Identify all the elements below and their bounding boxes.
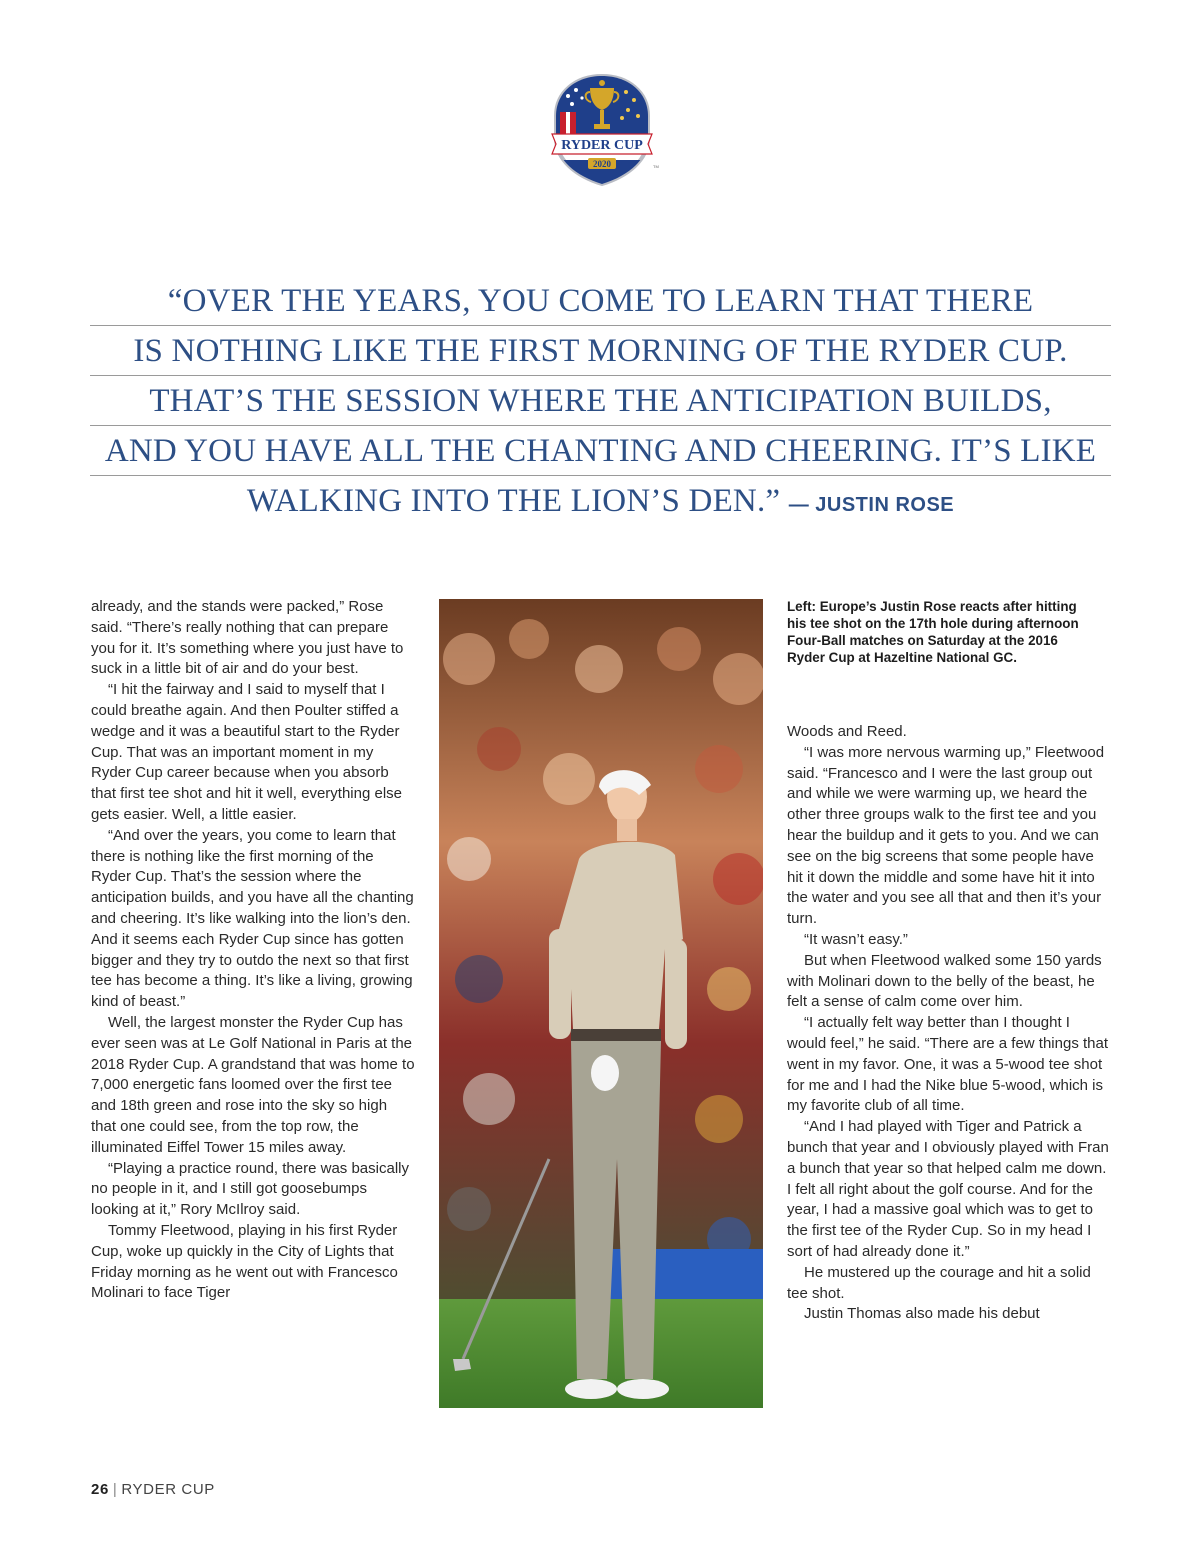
- page-number: 26: [91, 1481, 109, 1498]
- paragraph: He mustered up the courage and hit a solid tee shot.: [787, 1263, 1091, 1302]
- pull-quote-line: “OVER THE YEARS, YOU COME TO LEARN THAT THERE: [90, 276, 1111, 326]
- footer-separator: |: [112, 1481, 118, 1498]
- pull-quote: [90, 276, 1111, 525]
- pull-quote-line: AND YOU HAVE ALL THE CHANTING AND CHEERING. IT’S LIKE: [90, 426, 1111, 476]
- pull-quote-line: THAT’S THE SESSION WHERE THE ANTICIPATION BUILDS,: [90, 376, 1111, 426]
- article-column-right: [787, 722, 1111, 1325]
- footer-section: RYDER CUP: [121, 1481, 215, 1498]
- paragraph: Well, the largest monster the Ryder Cup has ever seen was at Le Golf National in Paris at the 2018 Ryder Cup. A grandstand that was home to 7,000 energetic fans loomed over the first tee and 18th green and rose into the sky so high that one could see, from the top row, the illuminated Eiffel Tower 15 miles away.: [91, 1013, 415, 1156]
- quote-attribution: — JUSTIN ROSE: [788, 494, 955, 516]
- pull-quote-last-line: [90, 476, 1111, 525]
- pull-quote-line: WALKING INTO THE LION’S DEN.”: [246, 483, 781, 519]
- photo-caption: Left: Europe’s Justin Rose reacts after hitting his tee shot on the 17th hole during afternoon Four-Ball matches on Saturday at the 2016 Ryder Cup at Hazeltine National GC.: [787, 599, 1079, 665]
- svg-text:RYDER CUP: RYDER CUP: [561, 138, 643, 153]
- paragraph: “Playing a practice round, there was basically no people in it, and I still got goosebumps looking at it,” Rory McIlroy said.: [91, 1159, 409, 1219]
- paragraph: Tommy Fleetwood, playing in his first Ryder Cup, woke up quickly in the City of Lights that Friday morning as he went out with Francesco Molinari to face Tiger: [91, 1221, 398, 1302]
- pull-quote-line: IS NOTHING LIKE THE FIRST MORNING OF THE RYDER CUP.: [90, 326, 1111, 376]
- paragraph: already, and the stands were packed,” Rose said. “There’s really nothing that can prepare you for it. It’s something where you just have to suck in a little bit of air and do your best.: [91, 598, 404, 678]
- paragraph: “And over the years, you come to learn that there is nothing like the first morning of the Ryder Cup. That’s the session where the anticipation builds, and you have all the chanting and cheering. It’s like walking into the lion’s den. And it seems each Ryder Cup since has gotten bigger and they try to outdo the next so that first tee has become a thing. It’s like a living, growing kind of beast.”: [91, 826, 414, 1011]
- paragraph: Woods and Reed.: [787, 723, 907, 740]
- page-footer: [91, 1481, 215, 1498]
- paragraph: “I hit the fairway and I said to myself that I could breathe again. And then Poulter stiffed a wedge and it was a beautiful start to the Ryder Cup. That was an important moment in my Ryder Cup career because when you absorb that first tee shot and hit it well, everything else gets easier. Well, a little easier.: [91, 681, 402, 823]
- paragraph: “I actually felt way better than I thought I would feel,” he said. “There are a few things that went in my favor. One, it was a 5-wood tee shot for me and I had the Nike blue 5-wood, which is my favorite club of all time.: [787, 1014, 1109, 1115]
- paragraph: But when Fleetwood walked some 150 yards with Molinari down to the belly of the beast, he felt a sense of calm come over him.: [787, 951, 1102, 1011]
- article-column-left: [91, 597, 415, 1304]
- svg-text:TM: TM: [653, 164, 659, 169]
- paragraph: Justin Thomas also made his debut: [804, 1305, 1040, 1323]
- svg-text:2020: 2020: [593, 159, 611, 169]
- paragraph: “I was more nervous warming up,” Fleetwood said. “Francesco and I were the last group out and while we were warming up, we heard the other three groups walk to the first tee and you hear the buildup and it gets to you. And we can see on the big screens that some people have hit it down the middle and some have hit it into the water and you see all that and then it’s your turn.: [787, 743, 1105, 928]
- paragraph: “It wasn’t easy.”: [804, 930, 908, 948]
- ryder-cup-2020-logo: [542, 68, 662, 188]
- paragraph: “And I had played with Tiger and Patrick a bunch that year and I obviously played with Fran a bunch that year so that helped calm me down. I felt all right about the golf course. And for the year, I had a massive goal which was to get to the first tee of the Ryder Cup. So in my head I sort of had already done it.”: [787, 1118, 1109, 1260]
- justin-rose-photo: [439, 599, 763, 1408]
